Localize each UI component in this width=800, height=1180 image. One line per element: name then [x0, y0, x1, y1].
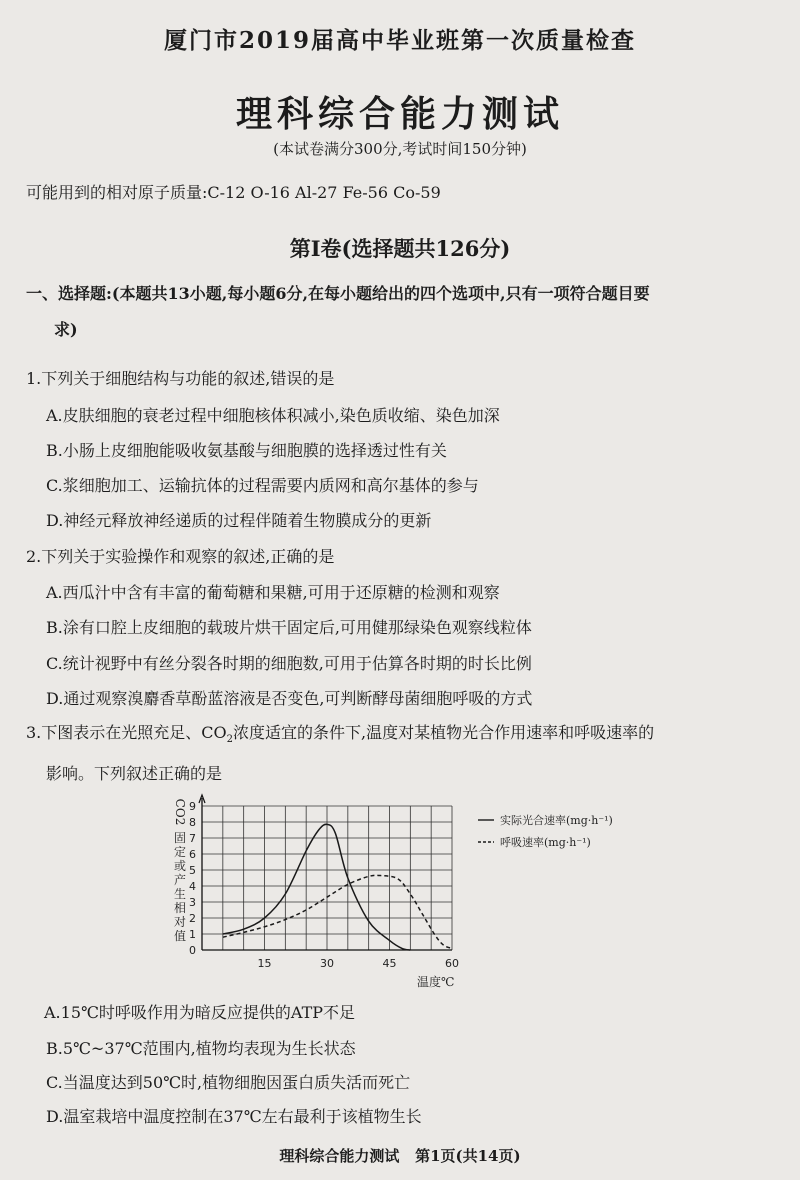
y-tick-label: 9 — [189, 800, 196, 813]
legend-label: 实际光合速率(mg·h⁻¹) — [500, 814, 613, 827]
y-tick-label: 7 — [189, 832, 196, 845]
y-tick-label: 2 — [189, 912, 196, 925]
chart-y-label — [173, 799, 187, 943]
y-tick-label: 0 — [189, 944, 196, 957]
question-1-option-d: D.神经元释放神经递质的过程伴随着生物膜成分的更新 — [46, 511, 432, 530]
question-1-option-b: B.小肠上皮细胞能吸收氨基酸与细胞膜的选择透过性有关 — [46, 441, 447, 460]
exam-name: 厦门市2019届高中毕业班第一次质量检查 — [163, 27, 636, 54]
subject-title: 理科综合能力测试 — [235, 93, 564, 135]
question-3-option-c: C.当温度达到50℃时,植物细胞因蛋白质失活而死亡 — [46, 1073, 411, 1092]
question-1-option-c: C.浆细胞加工、运输抗体的过程需要内质网和高尔基体的参与 — [46, 476, 479, 495]
temperature-rate-chart — [160, 790, 680, 1000]
chart-x-label: 温度℃ — [417, 975, 455, 989]
question-2-option-d: D.通过观察溴麝香草酚蓝溶液是否变色,可判断酵母菌细胞呼吸的方式 — [46, 689, 533, 708]
atomic-masses: 可能用到的相对原子质量:C-12 O-16 Al-27 Fe-56 Co-59 — [26, 183, 441, 202]
volume-title: 第Ⅰ卷(选择题共126分) — [289, 236, 511, 261]
question-3-stem-part-b: 浓度适宜的条件下,温度对某植物光合作用速率和呼吸速率的 — [233, 723, 655, 742]
footer-page-number: 第1页(共14页) — [415, 1147, 521, 1165]
y-label-char: 对 — [173, 915, 187, 929]
x-tick-label: 15 — [257, 957, 272, 970]
y-label-char: 相 — [173, 901, 187, 915]
y-label-char: 产 — [173, 873, 187, 887]
section-line-1: 一、选择题:(本题共13小题,每小题6分,在每小题给出的四个选项中,只有一项符合题目要 — [26, 284, 650, 303]
question-3-stem-sub: 2 — [226, 734, 234, 746]
question-3-stem — [26, 716, 782, 791]
y-label-char: 值 — [173, 929, 187, 943]
y-label-char: 固 — [173, 831, 187, 845]
chart-axes — [199, 795, 452, 950]
chart-grid — [202, 806, 452, 950]
section-instructions — [26, 276, 782, 348]
question-2-option-c: C.统计视野中有丝分裂各时期的细胞数,可用于估算各时期的时长比例 — [46, 654, 532, 673]
y-label-char: 生 — [173, 887, 187, 901]
x-tick-label: 30 — [320, 957, 334, 970]
y-tick-label: 1 — [189, 928, 196, 941]
page-footer — [0, 1145, 800, 1166]
section-line-2: 求) — [54, 320, 78, 339]
y-label-char: 定 — [173, 845, 187, 859]
x-tick-label: 45 — [382, 957, 397, 970]
exam-note: (本试卷满分300分,考试时间150分钟) — [273, 140, 527, 158]
question-3-stem-line-2: 影响。下列叙述正确的是 — [46, 764, 223, 784]
question-2-option-a: A.西瓜汁中含有丰富的葡萄糖和果糖,可用于还原糖的检测和观察 — [46, 583, 500, 602]
question-3-stem-part-a: 3.下图表示在光照充足、CO — [26, 723, 227, 742]
question-3-option-b: B.5℃~37℃范围内,植物均表现为生长状态 — [46, 1039, 356, 1058]
question-1-stem: 1.下列关于细胞结构与功能的叙述,错误的是 — [26, 369, 335, 388]
question-3-option-a: A.15℃时呼吸作用为暗反应提供的ATP不足 — [44, 1003, 356, 1022]
question-3-stem-line-1 — [26, 716, 782, 757]
legend-label: 呼吸速率(mg·h⁻¹) — [500, 836, 591, 849]
y-tick-label: 8 — [189, 816, 196, 829]
y-tick-label: 3 — [189, 896, 196, 909]
question-3-option-d: D.温室栽培中温度控制在37℃左右最利于该植物生长 — [46, 1107, 422, 1126]
y-label-co2: CO2 — [173, 798, 187, 826]
chart-x-ticks — [258, 957, 460, 970]
chart-y-ticks — [189, 800, 196, 957]
question-1-option-a: A.皮肤细胞的衰老过程中细胞核体积减小,染色质收缩、染色加深 — [46, 406, 500, 425]
y-tick-label: 6 — [189, 848, 196, 861]
y-label-char: 或 — [173, 859, 187, 873]
x-tick-label: 60 — [445, 957, 459, 970]
chart-legend — [478, 813, 613, 849]
y-tick-label: 5 — [189, 864, 196, 877]
question-2-stem: 2.下列关于实验操作和观察的叙述,正确的是 — [26, 547, 335, 566]
chart-series — [223, 824, 452, 950]
footer-subject: 理科综合能力测试 — [279, 1147, 400, 1165]
question-2-option-b: B.涂有口腔上皮细胞的载玻片烘干固定后,可用健那绿染色观察线粒体 — [46, 618, 532, 637]
y-tick-label: 4 — [189, 880, 196, 893]
